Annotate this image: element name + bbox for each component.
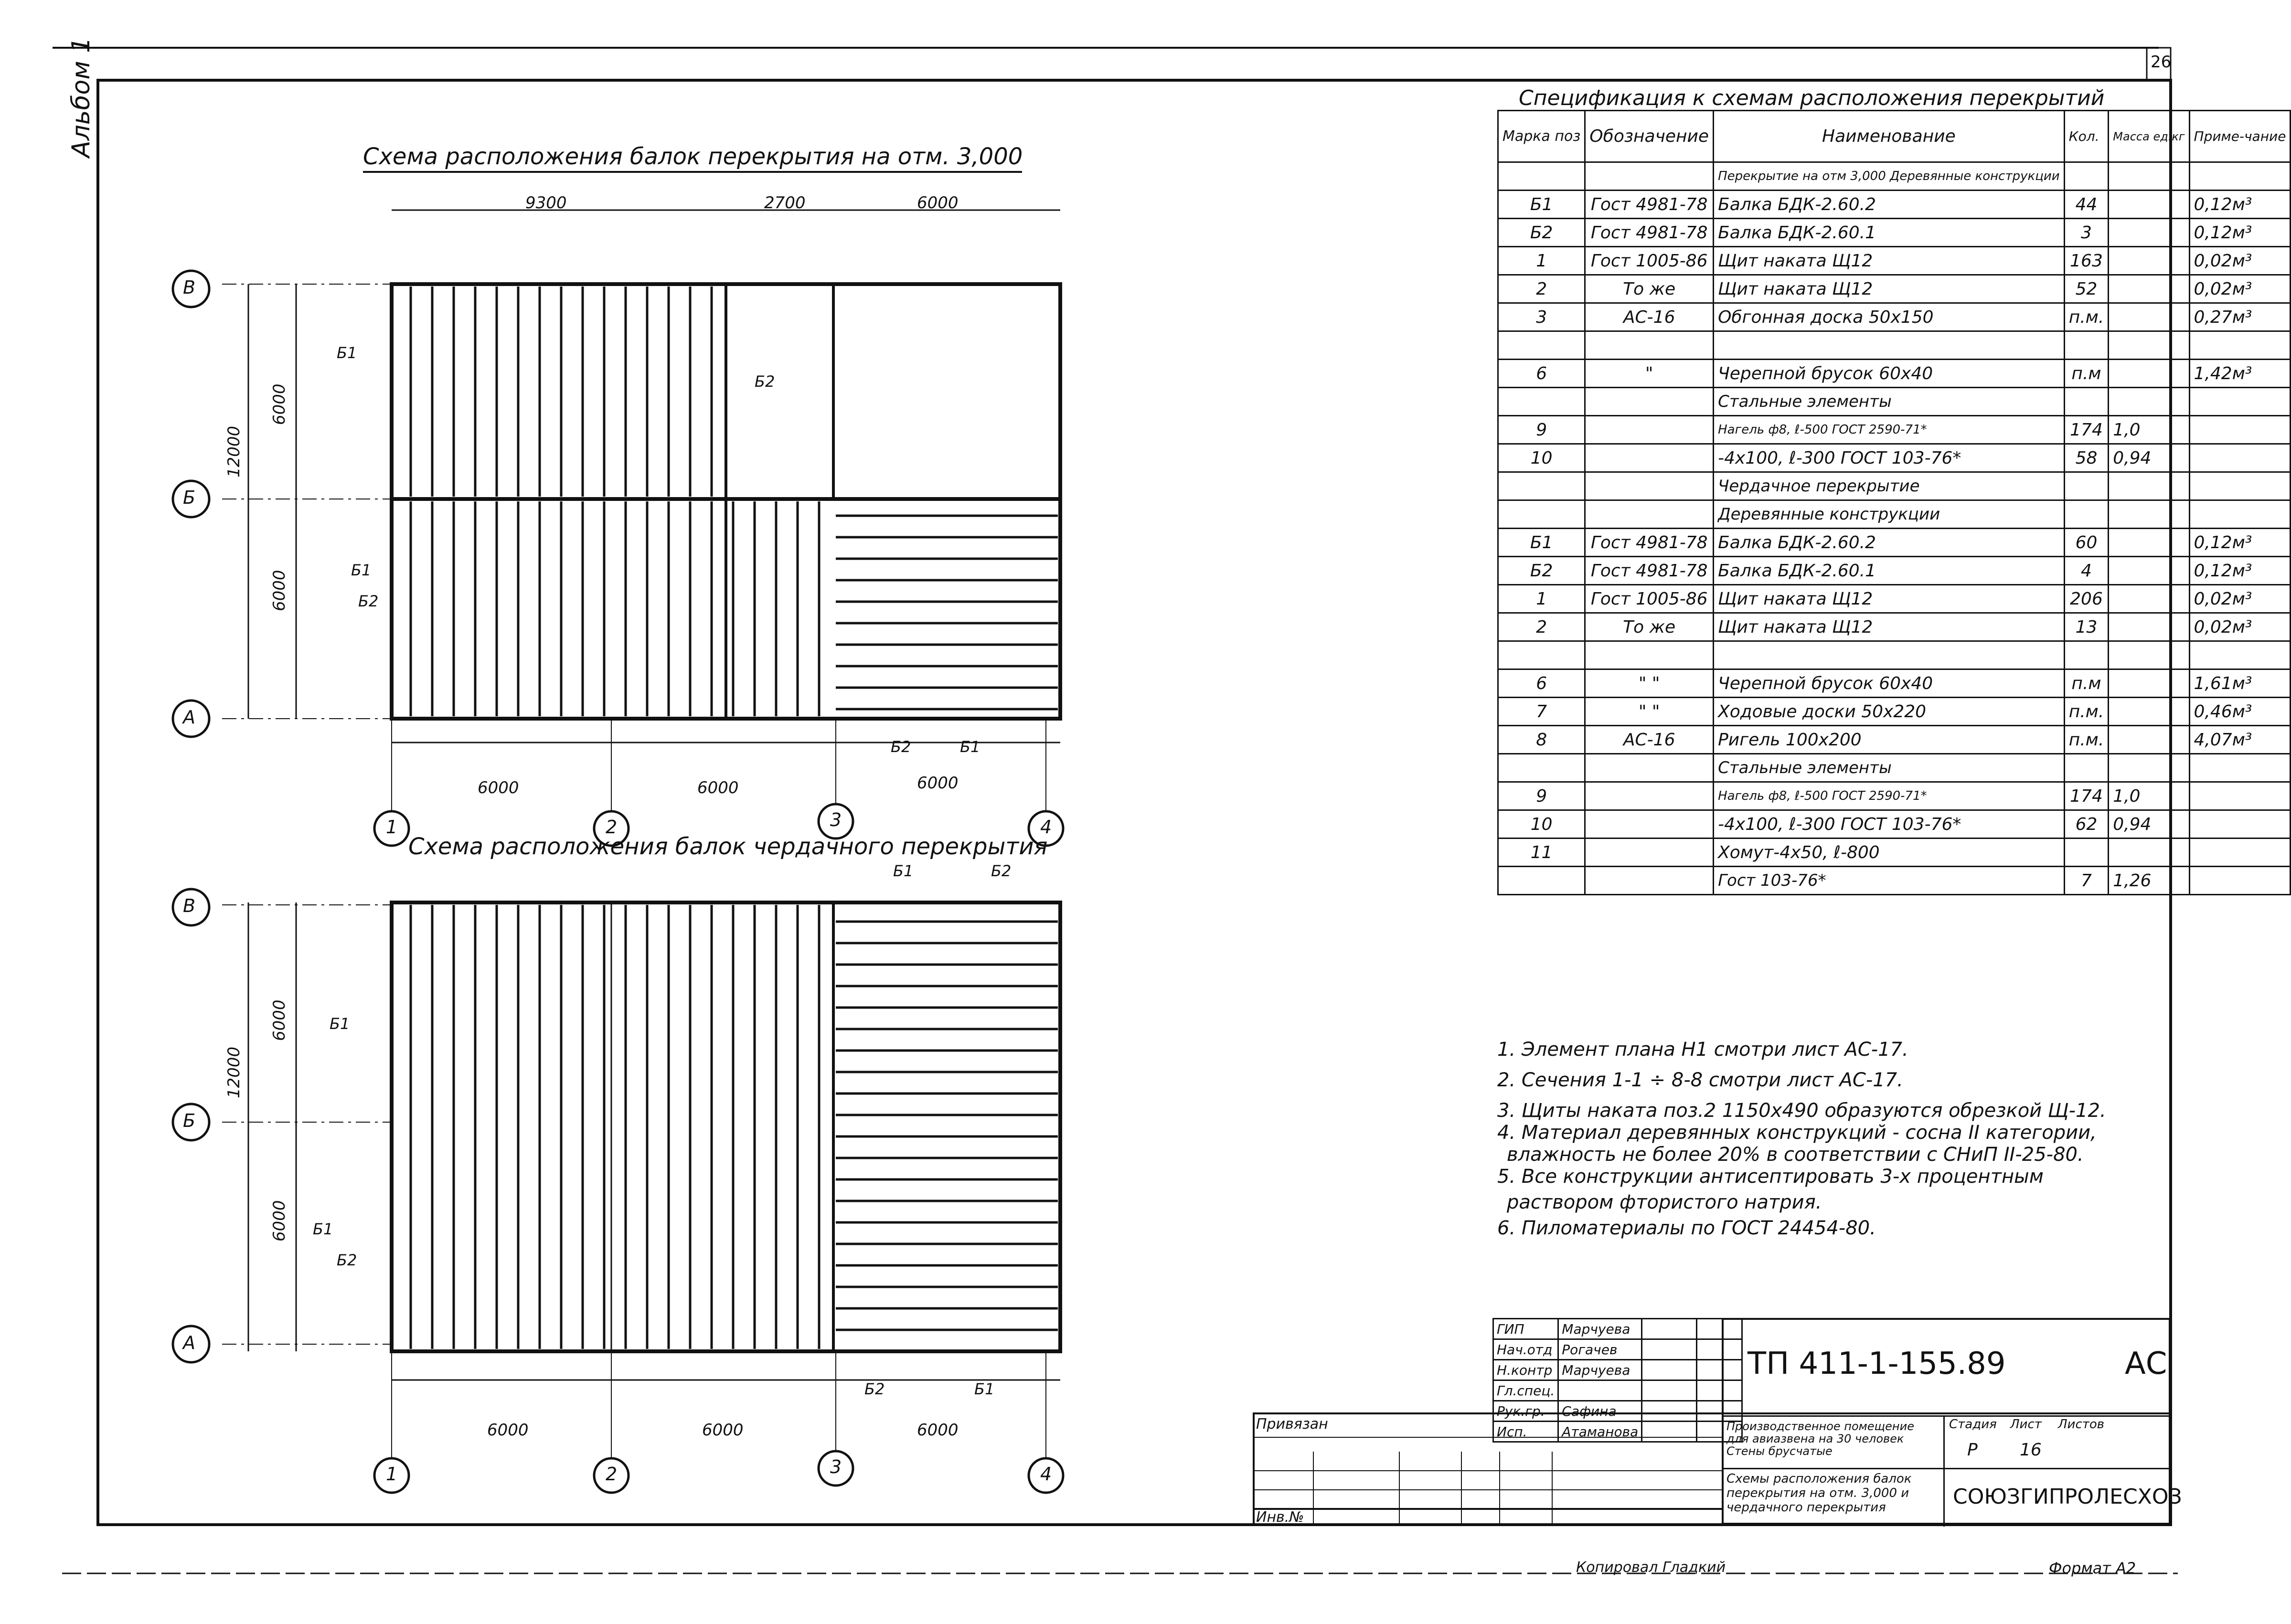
spec-header: Обозначение <box>1585 111 1714 162</box>
plan1-dim-top-3: 6000 <box>917 193 959 212</box>
stamp-name: Атаманова <box>1558 1422 1642 1442</box>
stamp-sheet-no: 16 <box>2020 1440 2042 1460</box>
spec-cell: 0,27м³ <box>2189 303 2291 331</box>
plan1-dim-bottom-1: 6000 <box>478 778 519 797</box>
spec-cell: п.м <box>2064 360 2109 388</box>
spec-cell <box>2109 726 2189 754</box>
spec-cell <box>2064 641 2109 669</box>
spec-cell <box>2109 360 2189 388</box>
spec-row <box>1498 839 2291 867</box>
plan1-mark: Б2 <box>358 592 379 610</box>
stamp-name: Сафина <box>1558 1401 1642 1422</box>
spec-cell: 1,26 <box>2109 867 2189 895</box>
spec-cell <box>2109 331 2189 360</box>
plan2-outline <box>392 902 1060 1351</box>
plan2-mark: Б2 <box>991 862 1012 880</box>
spec-cell <box>2189 782 2291 810</box>
spec-cell <box>1585 472 1714 500</box>
spec-cell <box>2109 162 2189 191</box>
stamp-org: СОЮЗГИПРОЛЕСХОЗ <box>1953 1485 2182 1509</box>
spec-cell: 60 <box>2064 529 2109 557</box>
spec-cell <box>2064 331 2109 360</box>
plan1-dim-bottom-2: 6000 <box>697 778 739 797</box>
spec-cell: Черепной брусок 60х40 <box>1714 360 2065 388</box>
spec-cell <box>1585 641 1714 669</box>
spec-cell: 6 <box>1498 360 1585 388</box>
spec-cell <box>2109 472 2189 500</box>
spec-cell: п.м <box>2064 669 2109 698</box>
spec-cell: 13 <box>2064 613 2109 641</box>
spec-cell <box>1585 810 1714 839</box>
spec-cell <box>2189 416 2291 444</box>
spec-cell: 9 <box>1498 416 1585 444</box>
spec-cell: Гост 1005-86 <box>1585 585 1714 613</box>
spec-cell: Перекрытие на отм 3,000 Деревянные конструкции <box>1714 162 2065 191</box>
spec-cell <box>2109 613 2189 641</box>
plan2-dim-left-2: 6000 <box>270 1200 289 1242</box>
spec-cell <box>2189 867 2291 895</box>
spec-cell: 9 <box>1498 782 1585 810</box>
spec-cell: 0,12м³ <box>2189 219 2291 247</box>
spec-row <box>1498 388 2291 416</box>
stamp-sheet-header: Лист <box>2010 1417 2042 1432</box>
spec-cell: Гост 4981-78 <box>1585 219 1714 247</box>
plan1-dim-left-1: 6000 <box>270 383 289 425</box>
spec-header: Наименование <box>1714 111 2065 162</box>
spec-row <box>1498 219 2291 247</box>
spec-row <box>1498 529 2291 557</box>
spec-cell: п.м. <box>2064 303 2109 331</box>
stamp-signature <box>1642 1380 1697 1401</box>
spec-row <box>1498 500 2291 529</box>
spec-cell <box>1585 782 1714 810</box>
copied-by: Копировал Гладкий <box>1576 1559 1726 1576</box>
spec-cell: 62 <box>2064 810 2109 839</box>
stamp-row <box>1493 1339 1742 1360</box>
spec-cell <box>1498 641 1585 669</box>
plan2-dim-bottom-1: 6000 <box>487 1421 529 1440</box>
spec-row <box>1498 162 2291 191</box>
stamp-row <box>1493 1360 1742 1380</box>
notes <box>1497 1039 2106 1239</box>
spec-cell <box>2109 191 2189 219</box>
plan1-axis-col-1: 1 <box>386 817 398 838</box>
spec-cell <box>1585 754 1714 782</box>
spec-cell: Гост 103-76* <box>1714 867 2065 895</box>
format: Формат А2 <box>2049 1559 2136 1577</box>
spec-cell <box>2189 444 2291 472</box>
spec-cell <box>2189 162 2291 191</box>
spec-cell <box>2109 585 2189 613</box>
spec-cell <box>2064 162 2109 191</box>
spec-cell: 0,46м³ <box>2189 698 2291 726</box>
spec-cell: 163 <box>2064 247 2109 275</box>
spec-cell: п.м. <box>2064 726 2109 754</box>
spec-cell: Балка БДК-2.60.2 <box>1714 191 2065 219</box>
spec-cell <box>2064 500 2109 529</box>
spec-row <box>1498 698 2291 726</box>
spec-header: Приме-чание <box>2189 111 2291 162</box>
spec-cell: Хомут-4х50, ℓ-800 <box>1714 839 2065 867</box>
plan1-mark: Б1 <box>960 738 980 756</box>
plan1-axis-col-3: 3 <box>830 809 842 830</box>
plan2-dim-bottom-3: 6000 <box>917 1421 959 1440</box>
spec-cell <box>1585 388 1714 416</box>
stamp-role: Гл.спец. <box>1493 1380 1558 1401</box>
spec-cell <box>2109 219 2189 247</box>
plan2-mark: Б1 <box>893 862 914 880</box>
plan2-mark: Б1 <box>313 1220 333 1238</box>
stamp-sheets-header: Листов <box>2058 1417 2105 1432</box>
spec-cell: -4х100, ℓ-300 ГОСТ 103-76* <box>1714 444 2065 472</box>
spec-cell <box>2064 754 2109 782</box>
spec-cell: Гост 4981-78 <box>1585 557 1714 585</box>
spec-cell: Ходовые доски 50х220 <box>1714 698 2065 726</box>
plan1-axis-col-2: 2 <box>606 817 618 838</box>
spec-cell <box>1498 331 1585 360</box>
spec-cell: 52 <box>2064 275 2109 303</box>
plan1-graphics <box>173 172 1063 846</box>
spec-cell <box>1714 331 2065 360</box>
spec-cell <box>2109 641 2189 669</box>
spec-cell: 10 <box>1498 810 1585 839</box>
stamp-name: Марчуева <box>1558 1360 1642 1380</box>
plan2-graphics <box>173 889 1063 1493</box>
plan1-title: Схема расположения балок перекрытия на отм. 3,000 <box>363 143 1023 170</box>
spec-cell: Гост 4981-78 <box>1585 529 1714 557</box>
spec-cell: 4,07м³ <box>2189 726 2291 754</box>
spec-cell: 1,61м³ <box>2189 669 2291 698</box>
spec-cell <box>2109 529 2189 557</box>
stamp-role: Исп. <box>1493 1422 1558 1442</box>
spec-cell: 1,42м³ <box>2189 360 2291 388</box>
spec-cell: Чердачное перекрытие <box>1714 472 2065 500</box>
spec-row <box>1498 669 2291 698</box>
spec-row <box>1498 585 2291 613</box>
plan1-dim-top-1: 9300 <box>525 193 567 212</box>
spec-cell <box>2189 810 2291 839</box>
spec-cell: Нагель ф8, ℓ-500 ГОСТ 2590-71* <box>1714 782 2065 810</box>
stamp-role: ГИП <box>1493 1319 1558 1339</box>
spec-row <box>1498 444 2291 472</box>
spec-cell: Гост 1005-86 <box>1585 247 1714 275</box>
plan1-dim-top-2: 2700 <box>764 193 806 212</box>
spec-row <box>1498 557 2291 585</box>
plan1-axis-row-1: В <box>183 277 196 298</box>
plan2-mark: Б1 <box>330 1015 350 1033</box>
spec-row <box>1498 754 2291 782</box>
spec-cell: АС-16 <box>1585 303 1714 331</box>
album-label: Альбом 1 <box>67 37 96 158</box>
spec-cell: Щит наката Щ12 <box>1714 613 2065 641</box>
spec-cell: 1 <box>1498 585 1585 613</box>
plan2-axis-row-3: А <box>183 1332 195 1353</box>
stamp-row <box>1493 1422 1742 1442</box>
spec-cell: Ригель 100х200 <box>1714 726 2065 754</box>
plan2-axis-col-1: 1 <box>386 1464 398 1485</box>
spec-cell: Нагель ф8, ℓ-500 ГОСТ 2590-71* <box>1714 416 2065 444</box>
spec-cell <box>1585 416 1714 444</box>
note: 6. Пиломатериалы по ГОСТ 24454-80. <box>1497 1217 1876 1239</box>
spec-cell: п.м. <box>2064 698 2109 726</box>
spec-row <box>1498 416 2291 444</box>
plan2-axis-row-2: Б <box>183 1110 196 1131</box>
spec-cell <box>1585 444 1714 472</box>
stamp-signature <box>1642 1339 1697 1360</box>
spec-cell: 1 <box>1498 247 1585 275</box>
spec-cell: " " <box>1585 698 1714 726</box>
spec-cell: 11 <box>1498 839 1585 867</box>
spec-cell: 8 <box>1498 726 1585 754</box>
stamp-role: Нач.отд <box>1493 1339 1558 1360</box>
spec-title: Спецификация к схемам расположения перекрытий <box>1519 86 2105 110</box>
spec-cell <box>1498 388 1585 416</box>
stamp-stage-header: Стадия <box>1949 1417 1997 1432</box>
spec-cell: -4х100, ℓ-300 ГОСТ 103-76* <box>1714 810 2065 839</box>
spec-cell: Деревянные конструкции <box>1714 500 2065 529</box>
spec-row <box>1498 726 2291 754</box>
spec-row <box>1498 472 2291 500</box>
stamp-privyazan: Привязан <box>1256 1416 1328 1433</box>
spec-cell: 1,0 <box>2109 416 2189 444</box>
spec-cell: 0,12м³ <box>2189 191 2291 219</box>
spec-cell: 44 <box>2064 191 2109 219</box>
spec-cell: 1,0 <box>2109 782 2189 810</box>
stamp-sheet-title: Схемы расположения балок перекрытия на отм. 3,000 и чердачного перекрытия <box>1726 1472 1912 1515</box>
plan2-axis-row-1: В <box>183 895 196 916</box>
spec-cell: Б2 <box>1498 219 1585 247</box>
stamp-name: Рогачев <box>1558 1339 1642 1360</box>
spec-cell: АС-16 <box>1585 726 1714 754</box>
spec-cell <box>1585 500 1714 529</box>
note: 3. Щиты наката поз.2 1150х490 образуются обрезкой Щ-12. <box>1497 1100 2106 1122</box>
plan1-mark: Б1 <box>337 344 357 362</box>
note: 4. Материал деревянных конструкций - сосна II категории, <box>1497 1122 2097 1144</box>
stamp-inv: Инв.№ <box>1256 1509 1304 1526</box>
spec-row <box>1498 641 2291 669</box>
spec-cell <box>2109 303 2189 331</box>
spec-cell: 7 <box>1498 698 1585 726</box>
spec-cell: 174 <box>2064 782 2109 810</box>
spec-cell <box>2064 839 2109 867</box>
spec-cell: 2 <box>1498 613 1585 641</box>
note: 5. Все конструкции антисептировать 3-х процентным <box>1497 1166 2044 1188</box>
spec-cell: 0,02м³ <box>2189 613 2291 641</box>
spec-cell <box>2109 388 2189 416</box>
spec-cell <box>1498 162 1585 191</box>
plan2-mark: Б2 <box>337 1251 357 1269</box>
stamp-signature <box>1642 1422 1697 1442</box>
spec-cell <box>1585 331 1714 360</box>
spec-cell: Черепной брусок 60х40 <box>1714 669 2065 698</box>
plan1-mark: Б2 <box>755 372 775 391</box>
spec-cell: Б2 <box>1498 557 1585 585</box>
stamp-role: Рук.гр. <box>1493 1401 1558 1422</box>
spec-cell <box>2189 754 2291 782</box>
spec-cell <box>1498 500 1585 529</box>
spec-cell <box>1714 641 2065 669</box>
spec-cell: Стальные элементы <box>1714 754 2065 782</box>
spec-cell: Б1 <box>1498 191 1585 219</box>
spec-cell: 10 <box>1498 444 1585 472</box>
spec-cell: 206 <box>2064 585 2109 613</box>
stamp-signatures <box>1492 1318 1743 1443</box>
plan2-dim-left-total: 12000 <box>224 1046 244 1098</box>
plan1-mark: Б2 <box>891 738 911 756</box>
plan1-axis-row-3: А <box>183 707 195 728</box>
note: влажность не более 20% в соответствии с СНиП II-25-80. <box>1507 1144 2084 1166</box>
spec-row <box>1498 867 2291 895</box>
plan1-dim-left-2: 6000 <box>270 570 289 611</box>
spec-cell <box>1498 867 1585 895</box>
spec-cell: 6 <box>1498 669 1585 698</box>
plan2-axis-col-4: 4 <box>1040 1464 1052 1485</box>
spec-row <box>1498 810 2291 839</box>
spec-row <box>1498 613 2291 641</box>
stamp-name: Марчуева <box>1558 1319 1642 1339</box>
plan2-axis-col-2: 2 <box>606 1464 618 1485</box>
spec-cell: То же <box>1585 275 1714 303</box>
note: 1. Элемент плана Н1 смотри лист АС-17. <box>1497 1039 1908 1061</box>
spec-header: Масса ед.кг <box>2109 111 2189 162</box>
spec-cell <box>2189 641 2291 669</box>
note: 2. Сечения 1-1 ÷ 8-8 смотри лист АС-17. <box>1497 1069 1903 1091</box>
spec-cell: 0,02м³ <box>2189 275 2291 303</box>
spec-cell: 174 <box>2064 416 2109 444</box>
spec-header: Кол. <box>2064 111 2109 162</box>
plan2-mark: Б2 <box>864 1380 885 1398</box>
spec-cell <box>2109 500 2189 529</box>
stamp-row <box>1493 1380 1742 1401</box>
spec-row <box>1498 191 2291 219</box>
spec-cell: 2 <box>1498 275 1585 303</box>
spec-row <box>1498 275 2291 303</box>
spec-cell <box>1585 162 1714 191</box>
spec-cell <box>2189 388 2291 416</box>
spec-cell: 0,12м³ <box>2189 529 2291 557</box>
spec-cell: 3 <box>1498 303 1585 331</box>
spec-cell: Балка БДК-2.60.1 <box>1714 219 2065 247</box>
spec-cell <box>2109 247 2189 275</box>
spec-cell: 3 <box>2064 219 2109 247</box>
spec-cell: Балка БДК-2.60.2 <box>1714 529 2065 557</box>
spec-header: Марка поз <box>1498 111 1585 162</box>
plan2-mark: Б1 <box>974 1380 995 1398</box>
stamp-signature <box>1642 1360 1697 1380</box>
spec-cell: Балка БДК-2.60.1 <box>1714 557 2065 585</box>
spec-row <box>1498 782 2291 810</box>
spec-cell <box>2109 557 2189 585</box>
stamp-row <box>1493 1401 1742 1422</box>
spec-row <box>1498 303 2291 331</box>
spec-cell <box>2109 754 2189 782</box>
spec-cell <box>2109 698 2189 726</box>
note: раствором фтористого натрия. <box>1507 1191 1822 1213</box>
spec-cell <box>2189 331 2291 360</box>
spec-cell: Гост 4981-78 <box>1585 191 1714 219</box>
spec-cell: Обгонная доска 50х150 <box>1714 303 2065 331</box>
spec-cell: " " <box>1585 669 1714 698</box>
stamp-code: ТП 411-1-155.89 <box>1748 1346 2006 1381</box>
plan2-axis-col-3: 3 <box>830 1456 842 1477</box>
spec-cell: То же <box>1585 613 1714 641</box>
stamp-row <box>1493 1319 1742 1339</box>
spec-cell: 4 <box>2064 557 2109 585</box>
spec-cell <box>2064 472 2109 500</box>
spec-cell: Щит наката Щ12 <box>1714 275 2065 303</box>
spec-row <box>1498 331 2291 360</box>
spec-cell <box>1585 839 1714 867</box>
plan2-dim-bottom-2: 6000 <box>702 1421 744 1440</box>
stamp-name <box>1558 1380 1642 1401</box>
spec-cell: Б1 <box>1498 529 1585 557</box>
page-number: 26 <box>2151 53 2172 72</box>
spec-cell <box>2189 472 2291 500</box>
spec-cell <box>2064 388 2109 416</box>
stamp-role: Н.контр <box>1493 1360 1558 1380</box>
spec-cell: Стальные элементы <box>1714 388 2065 416</box>
stamp-stage: Р <box>1967 1440 1978 1460</box>
plan1-axis-row-2: Б <box>183 487 196 508</box>
stamp-main <box>1722 1318 2182 1525</box>
plan1-dim-left-total: 12000 <box>224 425 244 478</box>
stamp-signature <box>1642 1401 1697 1422</box>
spec-cell <box>2109 669 2189 698</box>
spec-cell: Щит наката Щ12 <box>1714 585 2065 613</box>
spec-cell: 0,94 <box>2109 810 2189 839</box>
spec-cell: 0,02м³ <box>2189 247 2291 275</box>
spec-table <box>1497 110 2291 895</box>
spec-row <box>1498 360 2291 388</box>
plan1-dim-bottom-3: 6000 <box>917 774 959 793</box>
spec-cell: Щит наката Щ12 <box>1714 247 2065 275</box>
spec-cell: 0,12м³ <box>2189 557 2291 585</box>
plan2-title: Схема расположения балок чердачного перекрытия <box>408 833 1048 860</box>
stamp-section: АС <box>2125 1346 2167 1381</box>
spec-cell <box>2109 839 2189 867</box>
spec-cell <box>2189 839 2291 867</box>
spec-cell <box>1498 754 1585 782</box>
spec-cell <box>2109 275 2189 303</box>
spec-cell: 58 <box>2064 444 2109 472</box>
plan1-axis-col-4: 4 <box>1040 817 1052 838</box>
spec-cell: 7 <box>2064 867 2109 895</box>
spec-cell: " <box>1585 360 1714 388</box>
spec-cell: 0,94 <box>2109 444 2189 472</box>
spec-cell <box>1585 867 1714 895</box>
spec-cell <box>1498 472 1585 500</box>
stamp-signature <box>1642 1319 1697 1339</box>
spec-row <box>1498 247 2291 275</box>
spec-cell: 0,02м³ <box>2189 585 2291 613</box>
stamp-project: Производственное помещение для авиазвена на 30 человек Стены брусчатые <box>1726 1420 1914 1458</box>
plan2-dim-left-1: 6000 <box>270 999 289 1041</box>
spec-cell <box>2189 500 2291 529</box>
plan1-mark: Б1 <box>351 561 372 579</box>
